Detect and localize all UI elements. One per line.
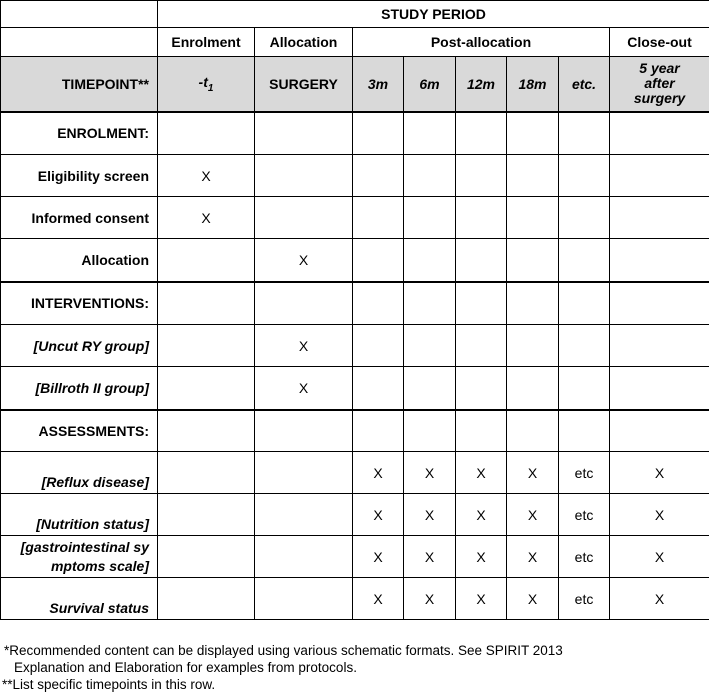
timepoint-12m: 12m — [456, 57, 507, 112]
timepoint-6m: 6m — [404, 57, 456, 112]
etc-mark: etc — [559, 494, 610, 536]
x-mark: X — [404, 494, 456, 536]
row-billroth-label: [Billroth II group] — [1, 367, 158, 410]
empty-cell — [1, 28, 158, 57]
x-mark: X — [610, 494, 709, 536]
x-mark: X — [610, 452, 709, 494]
x-mark: X — [255, 367, 353, 410]
x-mark: X — [507, 578, 559, 620]
section-interventions-label: INTERVENTIONS: — [1, 282, 158, 325]
x-mark: X — [353, 494, 404, 536]
x-mark: X — [158, 155, 255, 197]
row-consent-label: Informed consent — [1, 197, 158, 239]
footnote-1-continued: Explanation and Elaboration for examples from protocols. — [14, 660, 357, 675]
timepoint-row — [1, 57, 709, 112]
table-row — [1, 239, 709, 282]
x-mark: X — [507, 452, 559, 494]
table-row — [1, 578, 709, 620]
timepoint-etc: etc. — [559, 57, 610, 112]
enrolment-heading: Enrolment — [158, 28, 255, 57]
etc-mark: etc — [559, 578, 610, 620]
row-allocation-label: Allocation — [1, 239, 158, 282]
header-row-study-period — [1, 1, 709, 28]
row-survival-label: Survival status — [1, 578, 158, 620]
row-nutrition-label: [Nutrition status] — [1, 494, 158, 536]
section-row-interventions — [1, 282, 709, 325]
close-out-heading: Close-out — [610, 28, 709, 57]
post-allocation-heading: Post-allocation — [353, 28, 610, 57]
etc-mark: etc — [559, 536, 610, 578]
footnote-2: **List specific timepoints in this row. — [2, 677, 216, 692]
x-mark: X — [456, 536, 507, 578]
row-eligibility-label: Eligibility screen — [1, 155, 158, 197]
timepoint-label: TIMEPOINT** — [1, 57, 158, 112]
allocation-heading: Allocation — [255, 28, 353, 57]
table-row — [1, 494, 709, 536]
study-period-heading: STUDY PERIOD — [158, 1, 709, 28]
x-mark: X — [507, 536, 559, 578]
x-mark: X — [158, 197, 255, 239]
x-mark: X — [404, 452, 456, 494]
x-mark: X — [456, 452, 507, 494]
table-row — [1, 536, 709, 578]
table-row — [1, 325, 709, 367]
row-uncut-label: [Uncut RY group] — [1, 325, 158, 367]
timepoint-t1: $-t_1$ — [158, 57, 255, 112]
section-assessments-label: ASSESSMENTS: — [1, 410, 158, 452]
x-mark: X — [255, 239, 353, 282]
x-mark: X — [456, 494, 507, 536]
section-row-assessments — [1, 410, 709, 452]
header-row-phases — [1, 28, 709, 57]
x-mark: X — [610, 536, 709, 578]
table-row — [1, 367, 709, 410]
x-mark: X — [353, 452, 404, 494]
timepoint-18m: 18m — [507, 57, 559, 112]
table-row — [1, 197, 709, 239]
x-mark: X — [456, 578, 507, 620]
timepoint-close-out: 5 year after surgery — [610, 57, 709, 112]
row-reflux-label: [Reflux disease] — [1, 452, 158, 494]
timepoint-3m: 3m — [353, 57, 404, 112]
table-row — [1, 155, 709, 197]
row-gi-label: [gastrointestinal sy mptoms scale] — [1, 536, 158, 578]
table-row — [1, 452, 709, 494]
x-mark: X — [404, 536, 456, 578]
x-mark: X — [353, 578, 404, 620]
section-enrolment-label: ENROLMENT: — [1, 112, 158, 155]
footnote-1: *Recommended content can be displayed using various schematic formats. See SPIRIT 2013 — [4, 643, 563, 658]
section-row-enrolment — [1, 112, 709, 155]
empty-cell — [1, 1, 158, 28]
x-mark: X — [255, 325, 353, 367]
x-mark: X — [610, 578, 709, 620]
x-mark: X — [404, 578, 456, 620]
x-mark: X — [353, 536, 404, 578]
timepoint-surgery: SURGERY — [255, 57, 353, 112]
etc-mark: etc — [559, 452, 610, 494]
x-mark: X — [507, 494, 559, 536]
